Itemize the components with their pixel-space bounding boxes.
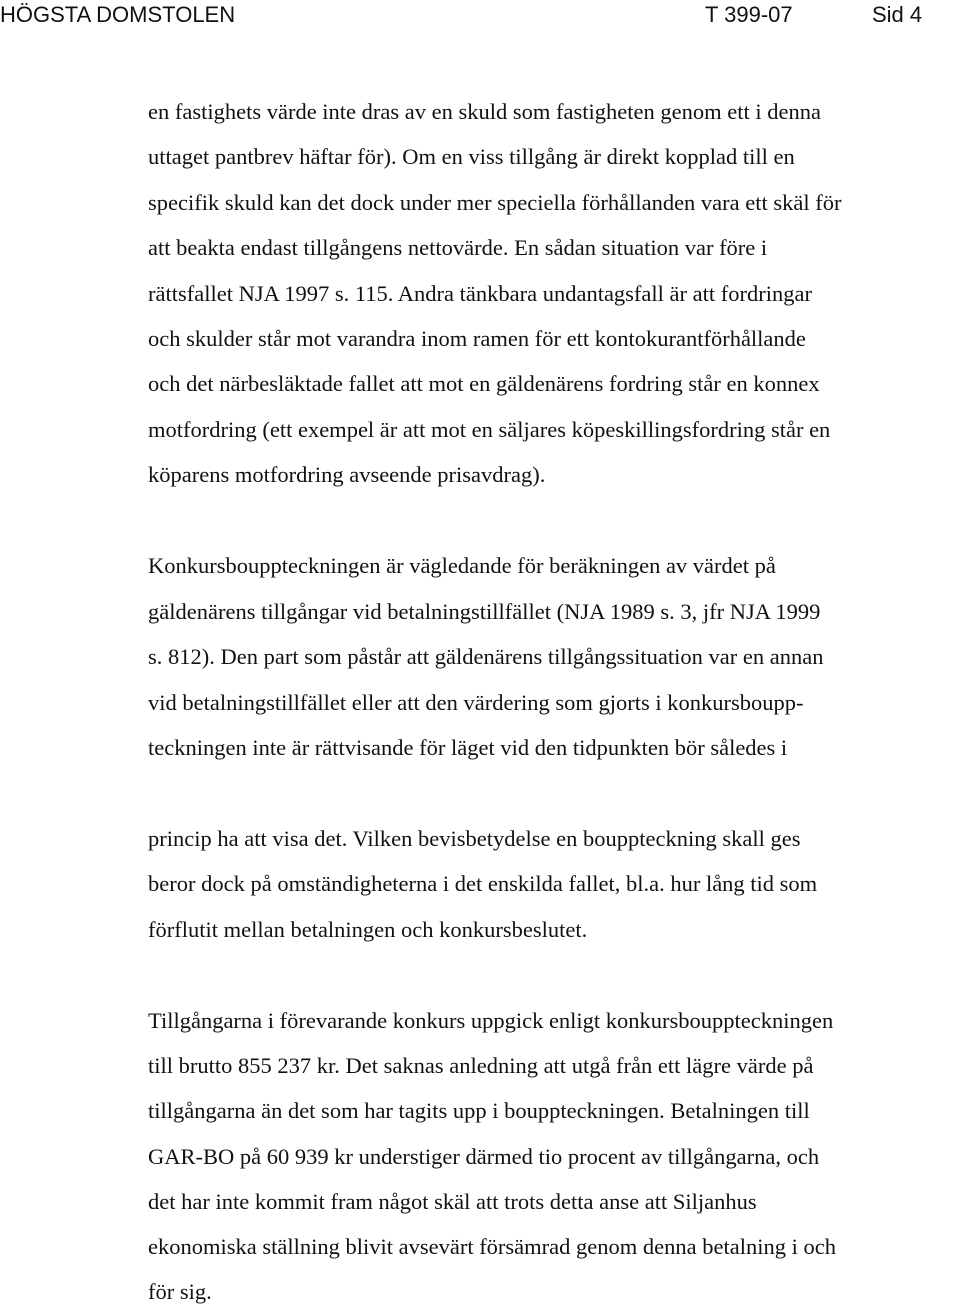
text-line: vid betalningstillfället eller att den värdering som gjorts i konkursboupp- bbox=[148, 690, 804, 715]
court-name: HÖGSTA DOMSTOLEN bbox=[0, 2, 236, 27]
text-line: beror dock på omständigheterna i det enskilda fallet, bl.a. hur lång tid som bbox=[148, 871, 818, 896]
text-line: en fastighets värde inte dras av en skuld som fastigheten genom ett i denna bbox=[148, 99, 821, 124]
text-line: princip ha att visa det. Vilken bevisbetydelse en bouppteckning skall ges bbox=[148, 826, 801, 851]
text-line: motfordring (ett exempel är att mot en säljares köpeskillingsfordring står en bbox=[148, 417, 831, 442]
text-line: GAR-BO på 60 939 kr understiger därmed tio procent av tillgångarna, och bbox=[148, 1144, 820, 1169]
case-number: T 399-07 bbox=[705, 2, 793, 27]
text-line: uttaget pantbrev häftar för). Om en viss tillgång är direkt kopplad till en bbox=[148, 144, 795, 169]
text-line: ekonomiska ställning blivit avsevärt försämrad genom denna betalning i och bbox=[148, 1234, 836, 1259]
text-line: specifik skuld kan det dock under mer speciella förhållanden vara ett skäl för bbox=[148, 190, 842, 215]
text-line: teckningen inte är rättvisande för läget vid den tidpunkten bör således i bbox=[148, 735, 788, 760]
page-header bbox=[0, 0, 960, 30]
text-line: köparens motfordring avseende prisavdrag). bbox=[148, 462, 546, 487]
text-line: s. 812). Den part som påstår att gäldenärens tillgångssituation var en annan bbox=[148, 644, 824, 669]
text-line: att beakta endast tillgångens nettovärde. En sådan situation var före i bbox=[148, 235, 768, 260]
text-line: till brutto 855 237 kr. Det saknas anledning att utgå från ett lägre värde på bbox=[148, 1053, 814, 1078]
text-line: det har inte kommit fram något skäl att trots detta anse att Siljanhus bbox=[148, 1189, 757, 1214]
text-line: och det närbesläktade fallet att mot en gäldenärens fordring står en konnex bbox=[148, 371, 820, 396]
text-line: för sig. bbox=[148, 1279, 212, 1304]
text-line: förflutit mellan betalningen och konkursbeslutet. bbox=[148, 917, 588, 942]
text-line: tillgångarna än det som har tagits upp i bouppteckningen. Betalningen till bbox=[148, 1098, 810, 1123]
page-number: Sid 4 bbox=[872, 2, 923, 27]
text-line: och skulder står mot varandra inom ramen för ett kontokurantförhållande bbox=[148, 326, 806, 351]
text-line: Tillgångarna i förevarande konkurs uppgick enligt konkursbouppteckningen bbox=[148, 1008, 834, 1033]
text-line: rättsfallet NJA 1997 s. 115. Andra tänkbara undantagsfall är att fordringar bbox=[148, 281, 812, 306]
text-line: gäldenärens tillgångar vid betalningstillfället (NJA 1989 s. 3, jfr NJA 1999 bbox=[148, 599, 821, 624]
text-line: Konkursbouppteckningen är vägledande för beräkningen av värdet på bbox=[148, 553, 776, 578]
